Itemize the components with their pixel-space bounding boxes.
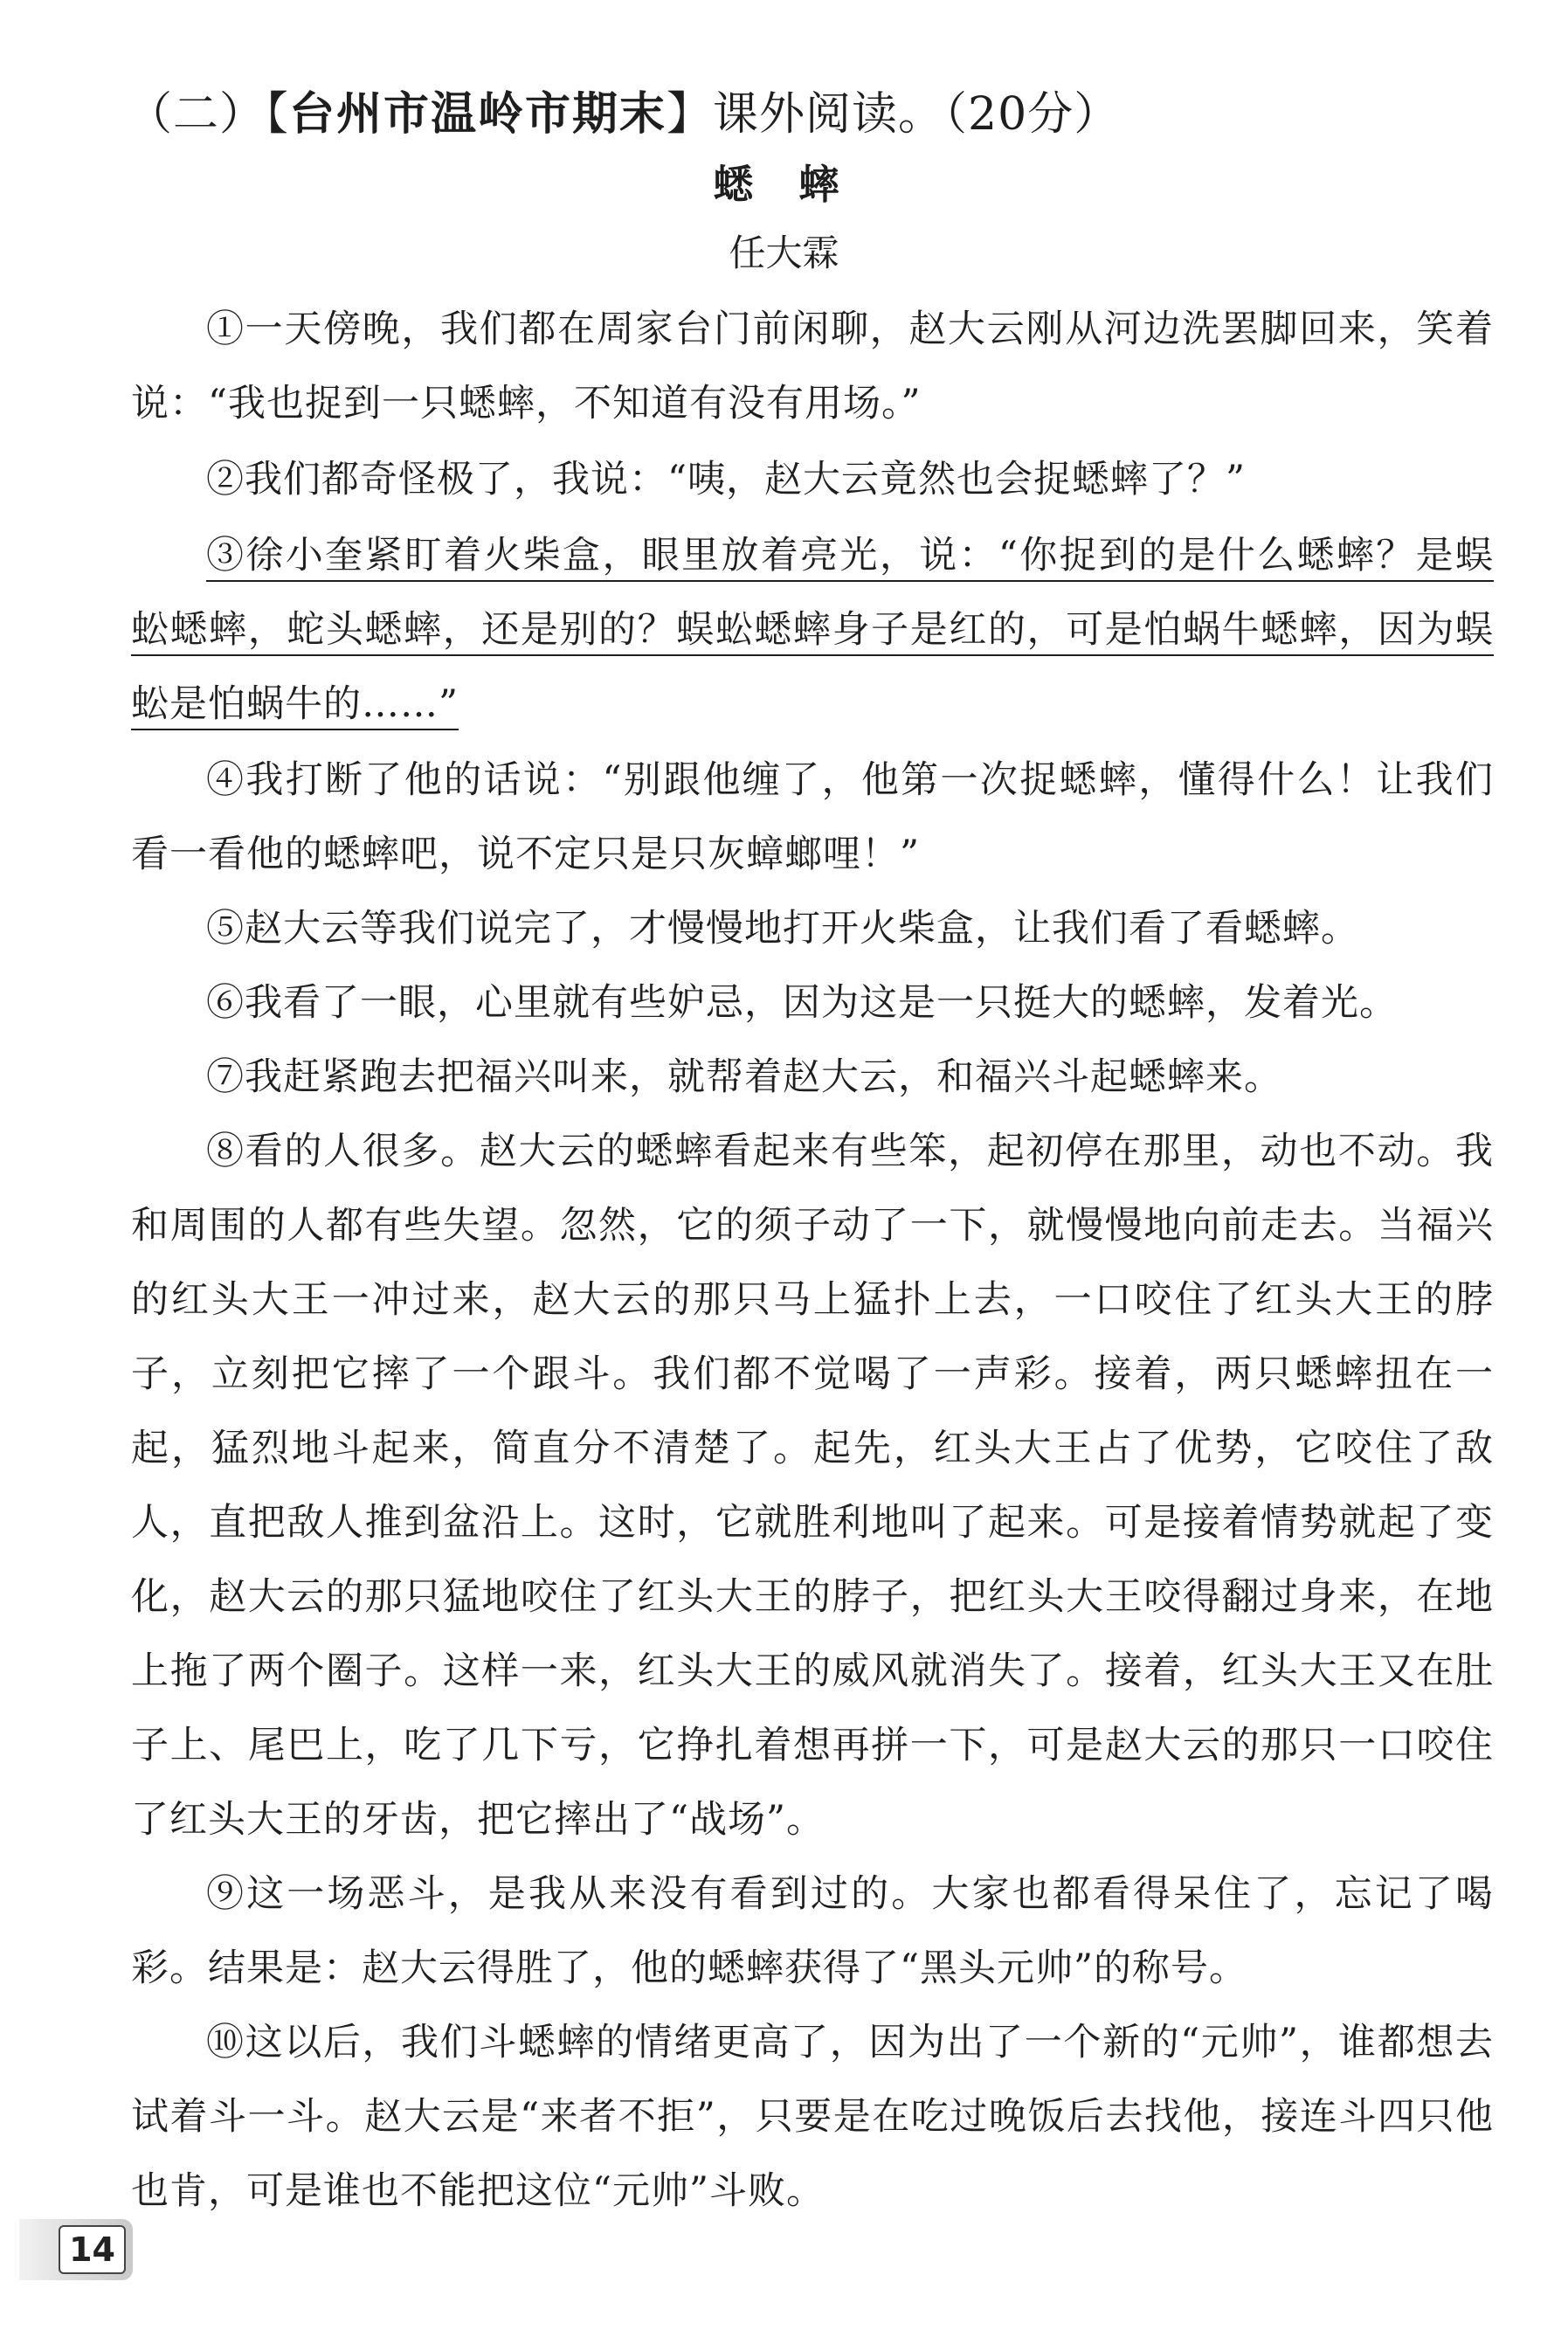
paragraph-10: ⑩这以后，我们斗蟋蟀的情绪更高了，因为出了一个新的“元帅”，谁都想去试着斗一斗。赵大云是“来者不拒”，只要是在吃过晚饭后去找他，接连斗四只他也肯，可是谁也不能把这位“元帅”斗败。: [131, 2021, 1494, 2213]
page-number-tab: [19, 2219, 133, 2280]
paragraph-1: ①一天傍晚，我们都在周家台门前闲聊，赵大云刚从河边洗罢脚回来，笑着说：“我也捉到一只蟋蟀，不知道有没有用场。”: [131, 308, 1494, 425]
paragraph-9: ⑨这一场恶斗，是我从来没有看到过的。大家也都看得呆住了，忘记了喝彩。结果是：赵大云得胜了，他的蟋蟀获得了“黑头元帅”的称号。: [131, 1872, 1494, 1990]
underlined-passage: ③徐小奎紧盯着火柴盒，眼里放着亮光，说：“你捉到的是什么蟋蟀？是蜈蚣蟋蟀，蛇头蟋蟀，还是别的？蜈蚣蟋蟀身子是红的，可是怕蜗牛蟋蟀，因为蜈蚣是怕蜗牛的……”: [131, 534, 1494, 726]
page-number: 14: [59, 2225, 126, 2274]
heading-prefix: （二）【: [127, 88, 290, 141]
exam-source: 台州市温岭市期末: [289, 88, 667, 141]
paragraph-4: ④我打断了他的话说：“别跟他缠了，他第一次捉蟋蟀，懂得什么！让我们看一看他的蟋蟀吧，说不定只是只灰蟑螂哩！”: [131, 758, 1494, 876]
paragraph-5: ⑤赵大云等我们说完了，才慢慢地打开火柴盒，让我们看了看蟋蟀。: [206, 907, 1359, 951]
paragraph-2: ②我们都奇怪极了，我说：“咦，赵大云竟然也会捉蟋蟀了？”: [206, 458, 1246, 501]
heading-suffix: 】课外阅读。（20分）: [667, 88, 1121, 141]
article-title: 蟋 蟀: [713, 161, 855, 208]
paragraph-6: ⑥我看了一眼，心里就有些妒忌，因为这是一只挺大的蟋蟀，发着光。: [206, 981, 1398, 1025]
paragraph-3: [131, 519, 1494, 742]
article-body: [131, 293, 1494, 2229]
article-author: 任大霖: [729, 232, 839, 274]
paragraph-7: ⑦我赶紧跑去把福兴叫来，就帮着赵大云，和福兴斗起蟋蟀来。: [206, 1055, 1282, 1099]
section-heading: [127, 84, 1120, 145]
paragraph-8: ⑧看的人很多。赵大云的蟋蟀看起来有些笨，起初停在那里，动也不动。我和周围的人都有些失望。忽然，它的须子动了一下，就慢慢地向前走去。当福兴的红头大王一冲过来，赵大云的那只马上猛扑上去，一口咬住了红头大王的脖子，立刻把它摔了一个跟斗。我们都不觉喝了一声彩。接着，两只蟋蟀扭在一起，猛烈地斗起来，简直分不清楚了。起先，红头大王占了优势，它咬住了敌人，直把敌人推到盆沿上。这时，它就胜利地叫了起来。可是接着情势就起了变化，赵大云的那只猛地咬住了红头大王的脖子，把红头大王咬得翻过身来，在地上拖了两个圈子。这样一来，红头大王的威风就消失了。接着，红头大王又在肚子上、尾巴上，吃了几下亏，它挣扎着想再拼一下，可是赵大云的那只一口咬住了红头大王的牙齿，把它摔出了“战场”。: [131, 1130, 1494, 1842]
